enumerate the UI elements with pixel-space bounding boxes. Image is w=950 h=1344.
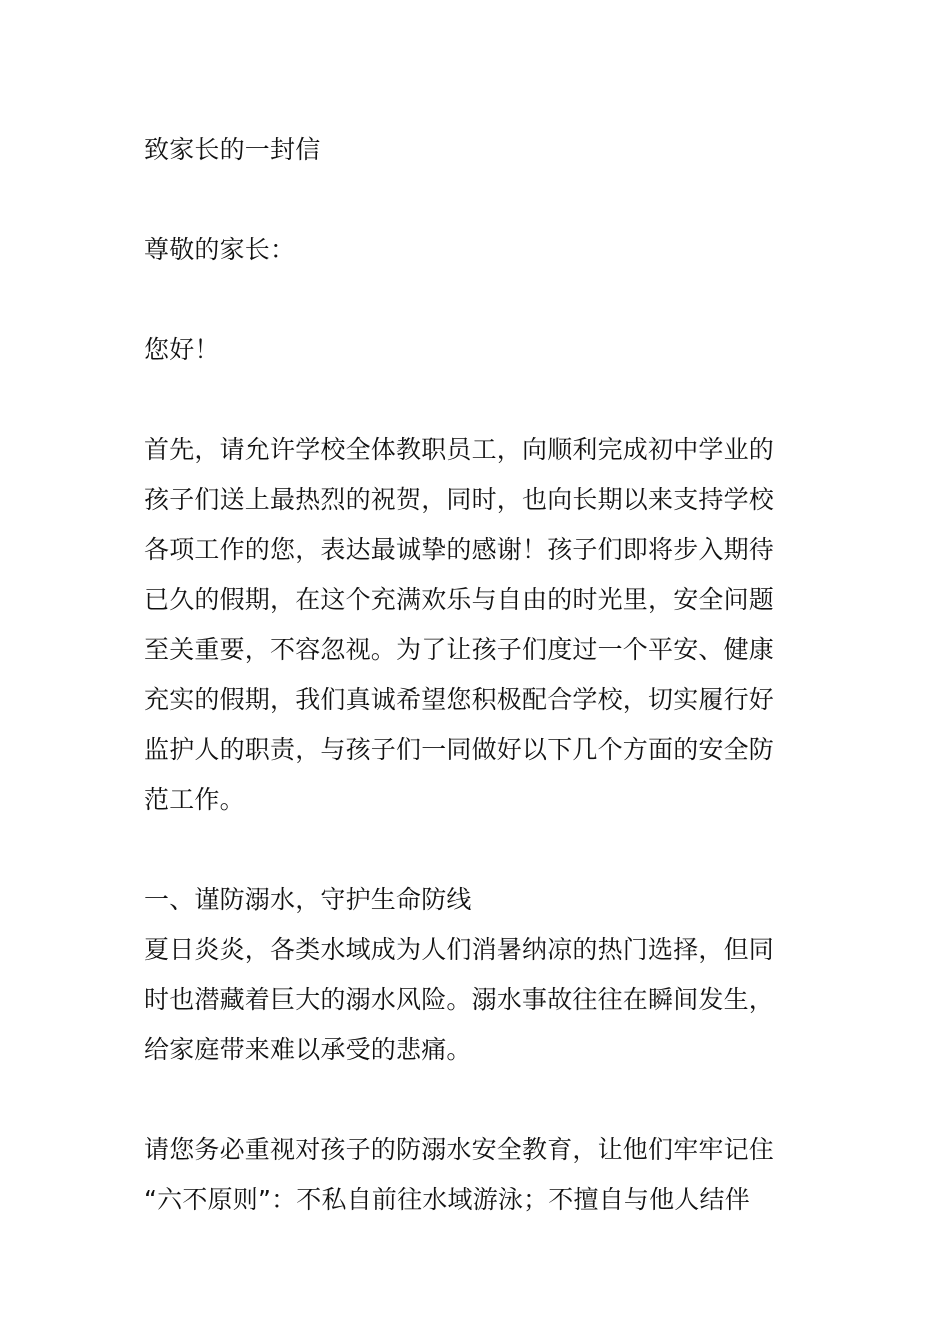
section-line: 时也潜藏着巨大的溺水风险。溺水事故往往在瞬间发生， xyxy=(144,985,775,1014)
intro-line: 各项工作的您，表达最诚挚的感谢！孩子们即将步入期待 xyxy=(144,535,775,564)
section-line: 请您务必重视对孩子的防溺水安全教育，让他们牢牢记住 xyxy=(144,1135,775,1164)
intro-line: 首先，请允许学校全体教职员工，向顺利完成初中学业的 xyxy=(144,435,775,464)
intro-line: 范工作。 xyxy=(144,785,245,814)
letter-title: 致家长的一封信 xyxy=(144,135,321,164)
section-line: “六不原则”：不私自前往水域游泳；不擅自与他人结伴 xyxy=(144,1185,750,1214)
intro-line: 至关重要，不容忽视。为了让孩子们度过一个平安、健康 xyxy=(144,635,775,664)
section-line: 给家庭带来难以承受的悲痛。 xyxy=(144,1035,472,1064)
intro-line: 已久的假期，在这个充满欢乐与自由的时光里，安全问题 xyxy=(144,585,775,614)
salutation: 尊敬的家长： xyxy=(144,235,296,264)
intro-line: 监护人的职责，与孩子们一同做好以下几个方面的安全防 xyxy=(144,735,775,764)
section-heading: 一、谨防溺水，守护生命防线 xyxy=(144,885,472,914)
section-line: 夏日炎炎，各类水域成为人们消暑纳凉的热门选择，但同 xyxy=(144,935,775,964)
intro-line: 孩子们送上最热烈的祝贺，同时，也向长期以来支持学校 xyxy=(144,485,775,514)
greeting: 您好！ xyxy=(144,335,220,364)
intro-line: 充实的假期，我们真诚希望您积极配合学校，切实履行好 xyxy=(144,685,775,714)
